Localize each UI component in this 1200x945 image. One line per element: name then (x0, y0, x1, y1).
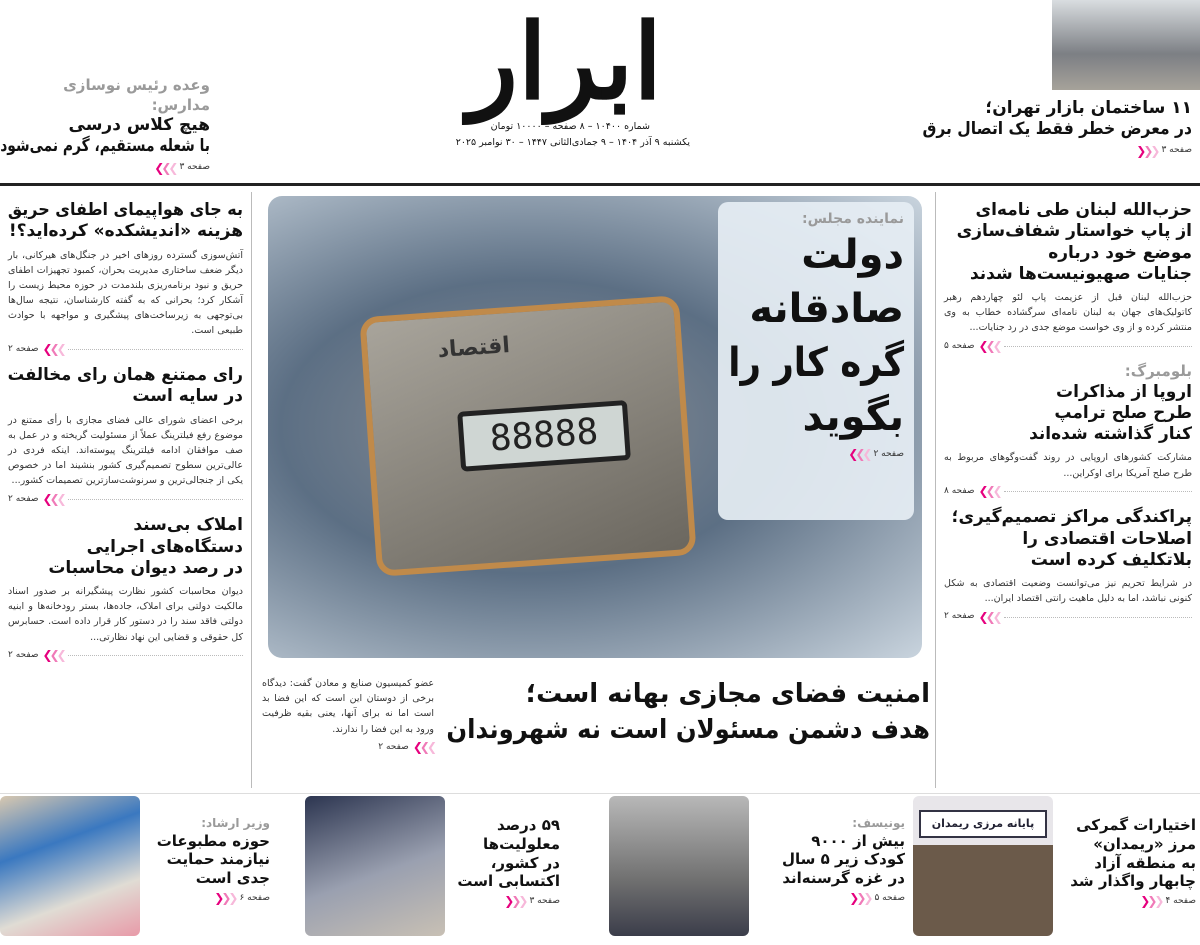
page-ref: صفحه ۶ ❯❯❯ (214, 890, 270, 905)
chevrons-icon: ❮❮❮ (978, 609, 1000, 624)
headline-line: صادقانه (749, 286, 904, 333)
headline-line: بیش از ۹۰۰۰ (811, 831, 905, 850)
chevrons-icon: ❮❮❮ (42, 491, 64, 506)
page-ref: ❮❮❮ صفحه ۲ (8, 342, 243, 358)
article-body: آتش‌سوزی گسترده روزهای اخیر در جنگل‌های هیرکانی، بار دیگر ضعف ساختاری مدیریت بحران، کمبود تجهیزات اطفای حریق و نبود برنامه‌ریزی بلندمدت در حوزه محیط زیست را آشکار کرد؛ بحرانی که به گفته کارشناسان، نتیجه سال‌ها بی‌توجهی به زیرساخت‌های پیشگیری و مواجهه با حوادث طبیعی است. (8, 249, 243, 337)
headline-line: با شعله مستقیم، گرم نمی‌شود (0, 136, 210, 157)
bottom-article[interactable] (145, 816, 270, 906)
newspaper-logo: ابرار (467, 0, 663, 123)
date-line: یکشنبه ۹ آذر ۱۴۰۴ – ۹ جمادی‌الثانی ۱۴۴۷ – ۳۰ نوامبر ۲۰۲۵ (455, 137, 690, 149)
chevrons-icon: ❮❮❮ (848, 447, 870, 462)
page-ref: صفحه ۴ ❯❯❯ (1140, 894, 1196, 908)
page-ref: ❮❮❮ صفحه ۲ (8, 648, 243, 664)
page-ref: ❮❮❮ صفحه ۸ (944, 484, 1192, 500)
top-left-teaser[interactable] (0, 76, 210, 176)
article[interactable] (8, 515, 243, 663)
bottom-article[interactable] (1058, 816, 1196, 910)
kicker: نماینده مجلس: (802, 211, 904, 227)
headline-line: دولت (801, 232, 904, 279)
headline-line: در معرض خطر فقط یک اتصال برق (922, 119, 1192, 140)
headline-line: در سایه است (132, 386, 243, 407)
article-body: برخی اعضای شورای عالی فضای مجازی با رأی ممتنع در موضوع رفع فیلترینگ عملاً از مسئولیت گریخته و در عمل به صف موافقان ادامه فیلترینگ پیوسته‌اند. اینکه فردی در عالی‌ترین سطوح تصمیم‌گیری کشور بنشیند اما در خصوص یکی از جنجالی‌ترین و سرنوشت‌سازترین تصمیمات کشور... (8, 414, 243, 487)
bottom-article[interactable] (755, 816, 905, 906)
headline-line: اختیارات گمرکی (1076, 816, 1196, 834)
article[interactable] (8, 200, 243, 357)
chevrons-icon: ❯❯❯ (504, 894, 526, 908)
headline-line: در کشور، (490, 853, 560, 872)
headline-line: حزب‌الله لبنان طی نامه‌ای (975, 200, 1192, 220)
right-column (935, 192, 1200, 788)
chevrons-icon: ❮❮❮ (978, 338, 1000, 353)
headline-line: از پاپ خواستار شفاف‌سازی (956, 221, 1192, 242)
headline-line: به جای هواپیمای اطفای حریق (7, 200, 243, 220)
headline-line: نیازمند حمایت (166, 850, 270, 869)
headline-line: اصلاحات اقتصادی را (1022, 528, 1192, 549)
article-body: حزب‌الله لبنان قبل از عزیمت پاپ لئو چهاردهم رهبر کاتولیک‌های جهان به لبنان نامه‌ای سرگشاده خطاب به وی منتشر کرده و از وی خواست موضع جدی در رد جنایات... (944, 292, 1192, 334)
page-ref: صفحه ۳ ❯❯❯ (1136, 143, 1192, 158)
chevrons-icon: ❮❮❮ (42, 341, 64, 356)
headline-line: به منطقه آزاد (1094, 853, 1196, 872)
wheelchair-photo (305, 796, 445, 936)
chevrons-icon: ❮❮❮ (978, 483, 1000, 498)
kicker: وعده رئیس نوسازی مدارس: (63, 76, 210, 114)
headline-line: در رصد دیوان محاسبات (48, 557, 243, 578)
headline-line: اکتسابی است (457, 872, 560, 891)
masthead (420, 0, 710, 180)
chevrons-icon: ❯❯❯ (1136, 143, 1158, 158)
headline-line: هزینه «اندیشکده» کرده‌اید؟! (8, 221, 243, 242)
article[interactable] (944, 507, 1192, 625)
chevrons-icon: ❮❮❮ (412, 739, 434, 754)
headline-line: رای ممتنع همان رای مخالفت (7, 365, 243, 386)
chevrons-icon: ❯❯❯ (214, 890, 236, 905)
page-ref: ❮❮❮ صفحه ۲ (944, 610, 1192, 626)
left-column (0, 192, 252, 788)
page-ref: صفحه ۳ ❯❯❯ (504, 894, 560, 908)
headline-line: جدی است (195, 869, 270, 888)
article-body: در شرایط تحریم نیز می‌توانست وضعیت اقتصادی به شکل کنونی نباشد، اما به دلیل ماهیت رانتی اقتصاد ایران... (944, 578, 1192, 605)
headline-line: بگوید (802, 394, 904, 441)
headline-line: معلولیت‌ها (483, 834, 560, 853)
page-ref: ❮❮❮ صفحه ۲ (848, 447, 904, 462)
headline-line: دستگاه‌های اجرایی (86, 536, 243, 557)
article[interactable] (944, 200, 1192, 354)
article[interactable] (944, 362, 1192, 499)
headline-line: هیچ کلاس درسی (68, 115, 210, 135)
article-body: عضو کمیسیون صنایع و معادن گفت: دیدگاه برخی از دوستان این است که این فضا بد است اما نه برای آنها، یعنی بقیه ظرفیت ورود به این فضا را ندارند. (262, 678, 434, 735)
headline-line: پراکندگی مراکز تصمیم‌گیری؛ (951, 507, 1192, 528)
chevrons-icon: ❯❯❯ (1140, 894, 1162, 908)
headline-line: املاک بی‌سند (133, 515, 243, 536)
headline-line: حوزه مطبوعات (156, 831, 270, 850)
headline-line: در غزه گرسنه‌اند (782, 869, 905, 888)
headline-line: بلاتکلیف کرده است (1030, 549, 1192, 570)
page-ref: صفحه ۵ ❯❯❯ (849, 890, 905, 905)
device-label: اقتصاد (436, 333, 511, 364)
terminal-sign: پایانه مرزی ریمدان (919, 810, 1047, 838)
feature-headline-box[interactable] (718, 202, 914, 520)
page-ref: ❮❮❮ صفحه ۲ (378, 739, 434, 754)
border-terminal-photo (913, 796, 1053, 936)
lead-story[interactable] (262, 676, 930, 788)
headline-line: مرز «ریمدان» (1093, 834, 1196, 853)
headline-line: گره کار را (728, 340, 904, 387)
issue-line: شماره ۱۰۴۰۰ – ۸ صفحه – ۱۰۰۰۰ تومان (490, 121, 650, 132)
gaza-children-photo (609, 796, 749, 936)
header-divider (0, 183, 1200, 186)
headline-line: طرح صلح ترامپ (1054, 402, 1192, 423)
feature-photo[interactable] (268, 196, 922, 658)
bottom-article[interactable] (450, 816, 560, 910)
page-ref: ❮❮❮ صفحه ۲ (8, 492, 243, 508)
headline-line: جنایات صهیونیست‌ها شدند (969, 263, 1192, 284)
headline-line: ۱۱ ساختمان بازار تهران؛ (985, 98, 1192, 118)
headline-line: امنیت فضای مجازی بهانه است؛ (525, 679, 930, 709)
headline-line: اروپا از مذاکرات (1056, 381, 1192, 402)
article-body: مشارکت کشورهای اروپایی در روند گفت‌وگوهای مربوط به طرح صلح آمریکا برای اوکراین... (944, 452, 1192, 479)
chevrons-icon: ❮❮❮ (154, 160, 176, 175)
bottom-row (0, 793, 1200, 795)
headline-line: ۵۹ درصد (496, 816, 560, 834)
article[interactable] (8, 365, 243, 507)
chevrons-icon: ❮❮❮ (42, 647, 64, 662)
chevrons-icon: ❯❯❯ (849, 890, 871, 905)
headline-line: چابهار واگذار شد (1070, 872, 1196, 891)
kicker: یونیسف: (852, 816, 905, 830)
rope-bound-device (359, 295, 696, 577)
page-ref: ❮❮❮ صفحه ۳ (154, 160, 210, 175)
headline-line: کودک زیر ۵ سال (781, 850, 905, 869)
kicker: بلومبرگ: (1124, 362, 1192, 381)
top-right-teaser[interactable] (922, 98, 1192, 159)
kicker: وزیر ارشاد: (201, 816, 270, 830)
headline-line: موضع خود درباره (1048, 242, 1192, 263)
bazaar-photo (1052, 0, 1200, 90)
headline-line: کنار گذاشته شده‌اند (1029, 424, 1192, 445)
article-body: دیوان محاسبات کشور نظارت پیشگیرانه بر صدور اسناد مالکیت دولتی برای املاک، جاده‌ها، بستر رودخانه‌ها و ابنیه دولتی فاقد سند را در دستور کار قرار داده است. حسابرس کل حقوقی و قضایی این نهاد نظارتی... (8, 586, 243, 643)
page-ref: ❮❮❮ صفحه ۵ (944, 339, 1192, 355)
newsstand-photo (0, 796, 140, 936)
headline-line: هدف دشمن مسئولان است نه شهروندان (446, 715, 930, 746)
counter-display: 88888 (457, 400, 631, 472)
